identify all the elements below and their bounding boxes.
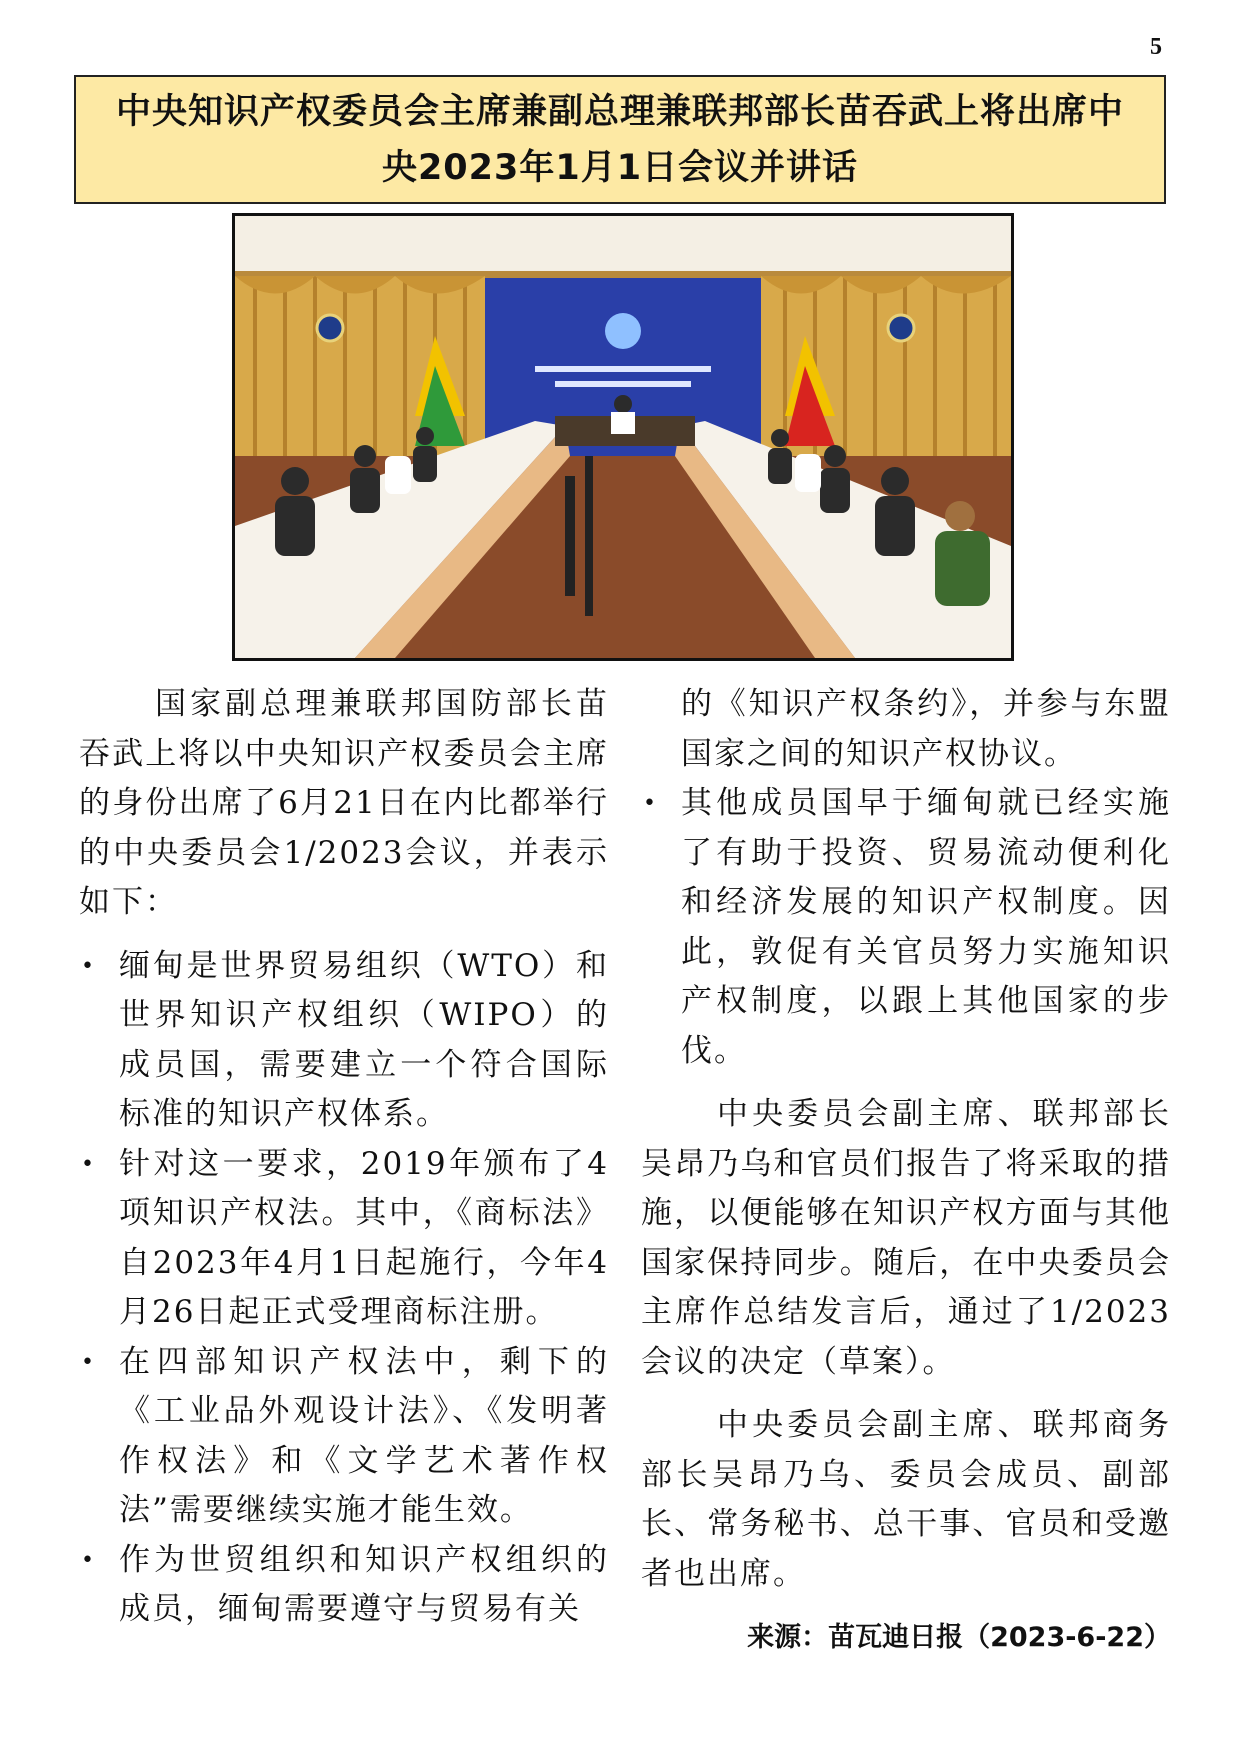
left-column [79, 680, 609, 1649]
source-credit: 来源：苗瓦迪日报（2023-6-22） [747, 1622, 1171, 1653]
left-bullet-list [79, 942, 609, 1635]
page-number: 5 [1150, 34, 1162, 60]
bullet-icon: • [643, 791, 658, 816]
bullet-icon: • [81, 1547, 96, 1573]
bullet-icon: • [81, 1151, 96, 1177]
list-item: • 作为世贸组织和知识产权组织的成员，缅甸需要遵守与贸易有关 [79, 1536, 609, 1635]
bullet-icon: • [81, 953, 96, 979]
intro-paragraph: 国家副总理兼联邦国防部长苗吞武上将以中央知识产权委员会主席的身份出席了6月21日在内比都举行的中央委员会1/2023会议，并表示如下： [79, 686, 609, 920]
report-paragraph: 中央委员会副主席、联邦部长吴昂乃乌和官员们报告了将采取的措施，以便能够在知识产权方面与其他国家保持同步。随后，在中央委员会主席作总结发言后，通过了1/2023会议的决定（草案）。 [641, 1096, 1171, 1380]
continued-bullet-text: 的《知识产权条约》，并参与东盟国家之间的知识产权协议。 [681, 686, 1171, 772]
right-bullet-list [641, 779, 1171, 1076]
list-item: • 针对这一要求，2019年颁布了4项知识产权法。其中，《商标法》自2023年4月1日起施行，今年4月26日起正式受理商标注册。 [79, 1140, 609, 1338]
list-item: • 在四部知识产权法中，剩下的《工业品外观设计法》、《发明著作权法》和《文学艺术著作权法”需要继续实施才能生效。 [79, 1338, 609, 1536]
list-item: • 缅甸是世界贸易组织（WTO）和世界知识产权组织（WIPO）的成员国，需要建立一个符合国际标准的知识产权体系。 [79, 942, 609, 1140]
list-item: • 其他成员国早于缅甸就已经实施了有助于投资、贸易流动便利化和经济发展的知识产权制度。因此，敦促有关官员努力实施知识产权制度，以跟上其他国家的步伐。 [641, 779, 1171, 1076]
meeting-photo [232, 213, 1014, 661]
headline-line-1: 中央知识产权委员会主席兼副总理兼联邦部长苗吞武上将出席中 [115, 91, 1124, 132]
right-column [641, 680, 1171, 1663]
headline-line-2: 央2023年1月1日会议并讲话 [381, 147, 859, 188]
attendees-paragraph: 中央委员会副主席、联邦商务部长吴昂乃乌、委员会成员、副部长、常务秘书、总干事、官员和受邀者也出席。 [641, 1407, 1171, 1592]
bullet-icon: • [81, 1349, 96, 1375]
headline-box [74, 75, 1166, 204]
